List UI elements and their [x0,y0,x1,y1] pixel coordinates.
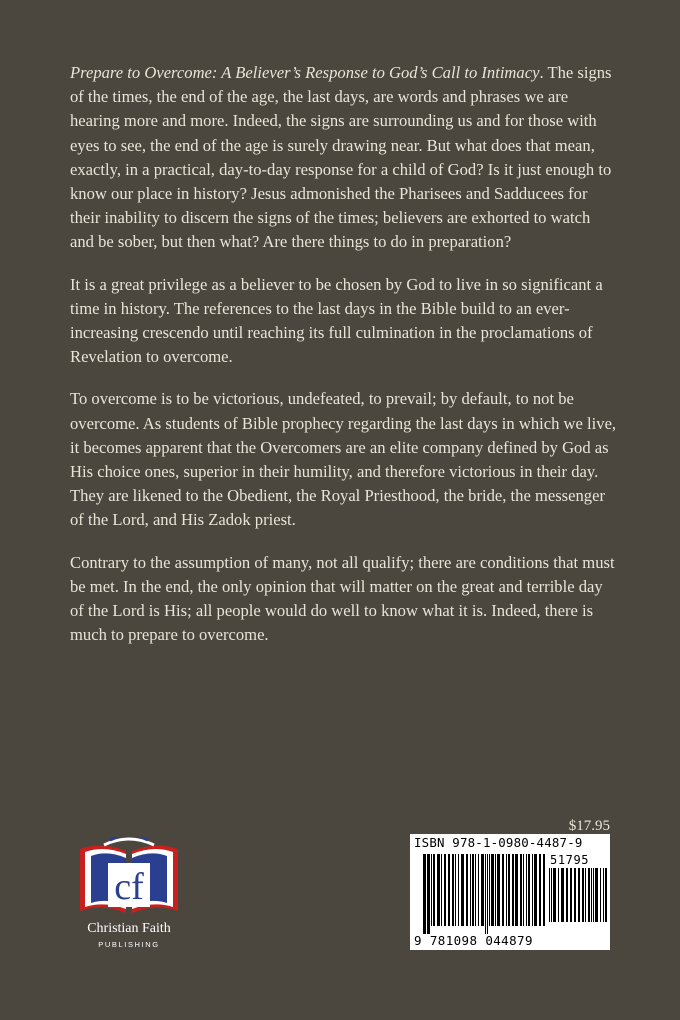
barcode-digits: 9 781098 044879 [414,933,533,948]
isbn-barcode [410,834,610,950]
paragraph-3: To overcome is to be victorious, undefeated, to prevail; by default, to not be overcome. As students of Bible prophecy regarding the last days in which we live, it becomes apparent that the Overcomers are an elite company defined by God as His choice ones, superior in their humility, and therefore victorious in their day. They are likened to the Obedient, the Royal Priesthood, the bride, the messenger of the Lord, and His Zadok priest. [70,389,617,530]
supplement-barcode-bars [549,868,607,930]
paragraph-1 [70,61,618,255]
barcode-bars [423,854,545,934]
paragraph-2: It is a great privilege as a believer to be chosen by God to live in so significant a time in history. The references to the last days in the Bible build to an ever-increasing crescendo until reaching its full culmination in the proclamations of Revelation to overcome. [70,274,603,367]
paragraph-4: Contrary to the assumption of many, not all qualify; there are conditions that must be met. In the end, the only opinion that will matter on the great and terrible day of the Lord is His; all people would do well to know what it is. Indeed, there is much to prepare to overcome. [70,552,615,645]
book-title: Prepare to Overcome: A Believer’s Response to God’s Call to Intimacy [70,63,540,82]
book-cf-icon [74,837,184,921]
paragraph-1-text: . The signs of the times, the end of the age, the last days, are words and phrases we are hearing more and more. Indeed, the signs are surrounding us and for those with eyes to see, the end of the age is surely drawing near. But what does that mean, exactly, in a practical, day-to-day response for a child of God? Is it just enough to know our place in history? Jesus admonished the Pharisees and Sadducees for their inability to discern the signs of the times; believers are exhorted to watch and be sober, but then what? Are there things to do in preparation? [70,63,612,252]
publisher-name: Christian Faith [87,921,171,936]
back-cover-description [70,61,618,665]
publisher-logo [74,837,184,957]
price: $17.95 [568,818,610,834]
publisher-subname: PUBLISHING [98,940,160,949]
price-code: 51795 [550,853,590,867]
isbn-text: ISBN 978-1-0980-4487-9 [414,835,583,850]
logo-letters: cf [114,866,144,908]
